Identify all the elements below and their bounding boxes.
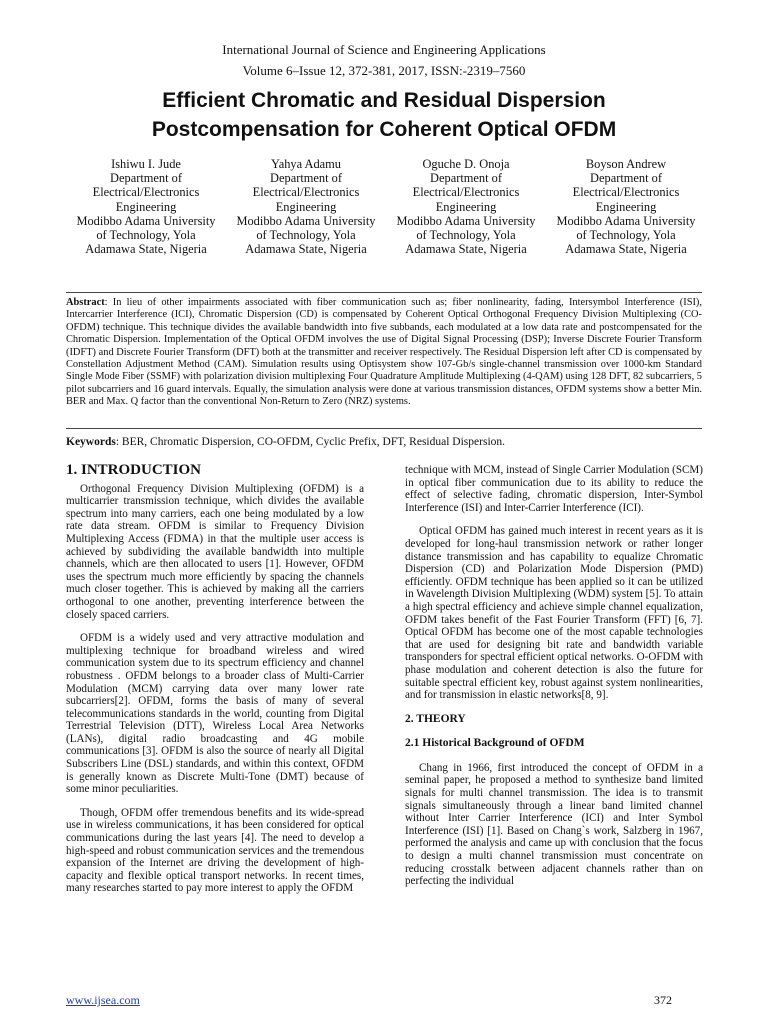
author-name: Yahya Adamu: [271, 157, 341, 171]
title-line-1: Efficient Chromatic and Residual Dispersion: [162, 89, 606, 112]
author-dept: Engineering: [435, 199, 497, 214]
author-university: of Technology, Yola: [576, 228, 676, 243]
right-column: [405, 464, 703, 899]
author-dept: Department of: [110, 171, 182, 186]
author-block: [386, 157, 546, 256]
abstract: [66, 297, 702, 409]
abstract-top-rule: [66, 292, 702, 293]
author-name: Ishiwu I. Jude: [111, 157, 181, 171]
author-location: Adamawa State, Nigeria: [85, 242, 207, 257]
journal-website-link[interactable]: www.ijsea.com: [66, 993, 140, 1007]
author-dept: Department of: [430, 171, 502, 186]
author-dept: Engineering: [595, 199, 657, 214]
author-name: Boyson Andrew: [585, 157, 667, 171]
author-university: of Technology, Yola: [256, 228, 356, 243]
author-dept: Engineering: [115, 199, 177, 214]
paragraph: Chang in 1966, first introduced the concept of OFDM in a seminal paper, he proposed a method to synthesize band limited signals for multi channel transmission. The idea is to transmit signals simultaneously through a linear band limited channel without Inter Carrier Interference (ICI) and Inter Symbol Interference (ISI) [1]. Based on Chang`s work, Salzberg in 1967, performed the analysis and came up with conclusion that the focus to design a multi channel transmission must concentrate on reducing crosstalk between adjacent channels rather than on perfecting the individual: [405, 761, 703, 888]
journal-name: International Journal of Science and Engineering Applications: [222, 42, 546, 57]
author-block: [66, 157, 226, 256]
journal-volume: Volume 6–Issue 12, 372-381, 2017, ISSN:-2319–7560: [242, 63, 526, 78]
section-heading-introduction: 1. INTRODUCTION: [66, 462, 202, 478]
paragraph: Though, OFDM offer tremendous benefits and its wide-spread use in wireless communications, it has been considered for optical communications during the last years [4]. The need to develop a high-speed and robust communication services and the tremendous expansion of the Internet are driving the development of high-capacity and flexible optical transport networks. In recent times, many researches started to pay more interest to apply the OFDM: [66, 806, 364, 895]
author-location: Adamawa State, Nigeria: [245, 242, 367, 257]
paper-title: [40, 86, 728, 144]
author-university: Modibbo Adama University: [76, 213, 216, 228]
author-dept: Electrical/Electronics: [412, 185, 520, 200]
author-dept: Department of: [590, 171, 662, 186]
author-list: [66, 157, 706, 256]
author-dept: Engineering: [275, 199, 337, 214]
author-location: Adamawa State, Nigeria: [565, 242, 687, 257]
page-number: 372: [654, 993, 672, 1007]
author-name: Oguche D. Onoja: [422, 157, 510, 171]
abstract-label: Abstract: [66, 297, 105, 308]
author-dept: Electrical/Electronics: [92, 185, 200, 200]
left-column: [66, 464, 364, 906]
author-university: of Technology, Yola: [96, 228, 196, 243]
title-line-2: Postcompensation for Coherent Optical OFDM: [151, 118, 617, 141]
author-university: Modibbo Adama University: [556, 213, 696, 228]
author-block: [546, 157, 706, 256]
author-dept: Electrical/Electronics: [252, 185, 360, 200]
keywords-text: : BER, Chromatic Dispersion, CO-OFDM, Cyclic Prefix, DFT, Residual Dispersion.: [115, 436, 506, 448]
paragraph: technique with MCM, instead of Single Carrier Modulation (SCM) in optical fiber communication due to its ability to reduce the effect of selective fading, chromatic dispersion, Inter-Symbol Interference (ISI) and Inter-Carrier Interference (ICI).: [405, 464, 703, 514]
author-university: Modibbo Adama University: [396, 213, 536, 228]
author-block: [226, 157, 386, 256]
keywords-label: Keywords: [66, 436, 116, 448]
section-heading-theory: 2. THEORY: [405, 712, 466, 725]
author-university: of Technology, Yola: [416, 228, 516, 243]
paragraph: Optical OFDM has gained much interest in recent years as it is developed for long-haul transmission network or rather longer distance transmission and has capability to equalize Chromatic Dispersion (CD) and Polarization Mode Dispersion (PMD) efficiently. OFDM technique has been applied so it can be utilized in Wavelength Division Multiplexing (WDM) system [5]. To attain a high spectral efficiency and achieve simple channel equalization, OFDM takes benefit of the Fast Fourier Transform (FFT) [6, 7]. Optical OFDM has become one of the most capable technologies that are used for designing bit rate and bandwidth variable transponders for spectral efficient optical networks. O-OFDM with phase modulation and coherent detection is also the future for suitable spectral efficient key, robust against system nonlinearities, and for transmission in elastic networks[8, 9].: [405, 525, 703, 702]
abstract-bottom-rule: [66, 428, 702, 429]
paragraph: OFDM is a widely used and very attractive modulation and multiplexing technique for broadband wireless and wired communication system due to its spectrum efficiency and channel robustness . OFDM belongs to a broader class of Multi-Carrier Modulation (MCM) carrying data over many lower rate subcarriers[2]. OFDM, forms the basis of many of several telecommunications standards in the world, counting from Digital Terrestrial Television (DTT), Wireless Local Area Networks (LANs), digital radio broadcasting and 4G mobile communications [3]. OFDM is also the source of nearly all Digital Subscribers Line (DSL) standards, and within this context, OFDM is generally known as Discrete Multi-Tone (DMT) because of some minor peculiarities.: [66, 632, 364, 796]
keywords: [66, 436, 702, 448]
author-dept: Electrical/Electronics: [572, 185, 680, 200]
author-location: Adamawa State, Nigeria: [405, 242, 527, 257]
paragraph: Orthogonal Frequency Division Multiplexing (OFDM) is a multicarrier transmission technique, which divides the available spectrum into many carriers, each one being modulated by a low rate data stream. OFDM is similar to Frequency Division Multiplexing Access (FDMA) in that the multiple user access is achieved by subdividing the available bandwidth into multiple channels, which are then allocated to users [1]. However, OFDM uses the spectrum much more efficiently by spacing the channels much closer together. This is achieved by making all the carriers orthogonal to one another, preventing interference between the closely spaced carriers.: [66, 482, 364, 621]
subsection-heading-history: 2.1 Historical Background of OFDM: [405, 737, 585, 750]
author-dept: Department of: [270, 171, 342, 186]
author-university: Modibbo Adama University: [236, 213, 376, 228]
abstract-text: : In lieu of other impairments associated with fiber communication such as; fiber nonlinearity, fading, Intersymbol Interference (ISI), Intercarrier Interference (ICI), Chromatic Dispersion (CD) is compensated by Coherent Optical Orthogonal Frequency Division Multiplexing (CO-OFDM) technique. This technique divides the available bandwidth into five subbands, each modulated at a low data rate and postcompensated for the Chromatic Dispersion. Implementation of the Optical OFDM involves the use of Digital Signal Processing (DSP); Inverse Discrete Fourier Transform (IDFT) and Discrete Fourier Transform (DFT) both at the transmitter and receiver respectively. The Residual Dispersion left after CD is compensated by Constellation Adjustment Method (CAM). Simulation results using Optisystem show 107-Gb/s single-channel transmission over 1000-km Standard Single Mode Fiber (SSMF) with polarization division multiplexing Four Quadrature Amplitude Multiplexing (4-QAM) using 128 DFT, 82 subcarriers, 5 pilot subcarriers and 16 guard intervals. Equally, the simulation analysis were done at various transmission distances, OFDM systems show a better Min. BER and Max. Q factor than the conventional Non-Return to Zero (NRZ) systems.: [66, 297, 702, 408]
